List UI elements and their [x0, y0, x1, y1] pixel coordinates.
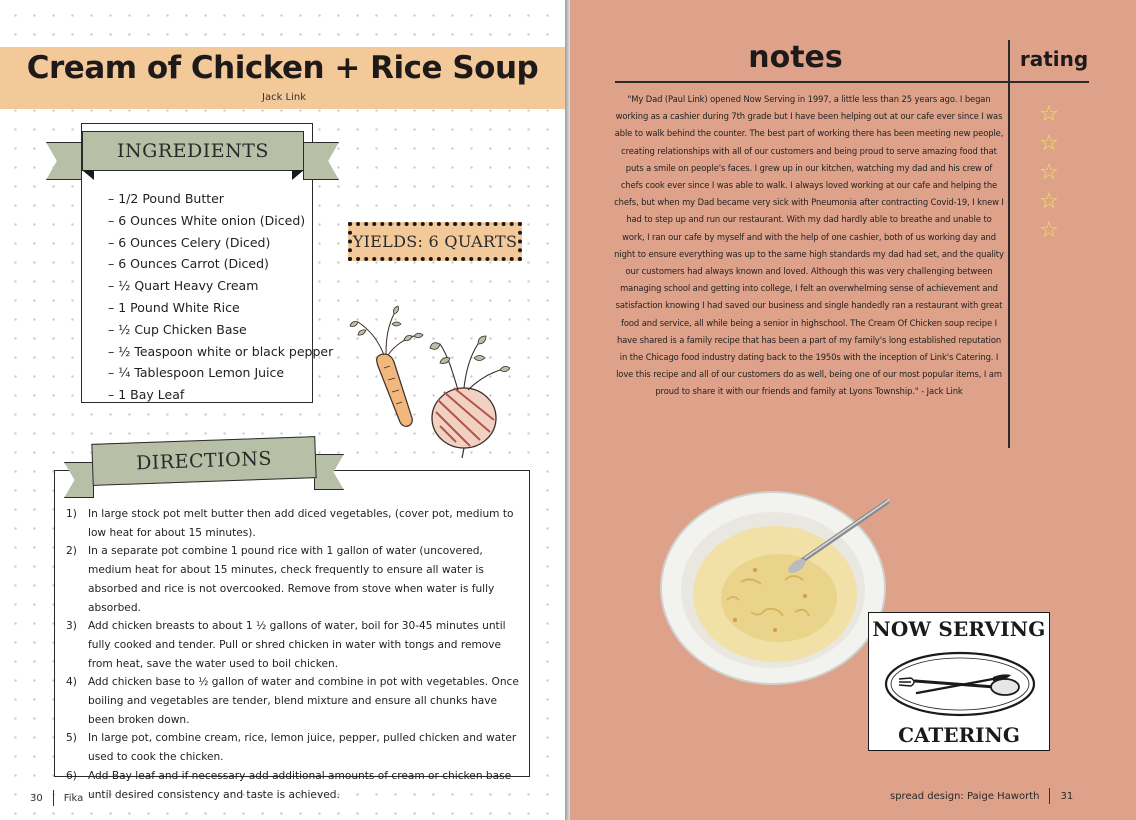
folio-divider — [1049, 788, 1050, 804]
ingredient-item: – 1 Bay Leaf — [108, 384, 313, 406]
star-icon: ☆ — [1039, 218, 1059, 243]
ribbon-fold-right — [292, 170, 304, 180]
ingredient-item: – ¼ Tablespoon Lemon Juice — [108, 362, 313, 384]
carrot-beet-illustration — [340, 300, 510, 460]
step-number: 1) — [66, 508, 77, 520]
step-text: Add chicken breasts to about 1 ½ gallons of water, boil for 30-45 minutes until fully cooked and tender. Pull or shred chicken in water with tongs and remove from heat, save the water used to boil chicken. — [88, 620, 506, 670]
direction-step — [66, 673, 522, 729]
directions-ribbon — [91, 436, 316, 486]
design-credit: spread design: Paige Haworth — [890, 790, 1040, 802]
star-icon: ☆ — [1039, 102, 1059, 127]
star-icon: ☆ — [1039, 131, 1059, 156]
step-number: 4) — [66, 676, 77, 689]
ingredient-item: – ½ Teaspoon white or black pepper — [108, 341, 313, 363]
rating-heading: rating — [1019, 47, 1089, 71]
ingredient-item: – 6 Ounces White onion (Diced) — [108, 210, 313, 232]
step-number: 2) — [66, 545, 77, 558]
notes-underline — [615, 81, 1089, 83]
step-text: In large pot, combine cream, rice, lemon juice, pepper, pulled chicken and water used to cook the chicken. — [88, 732, 517, 764]
ingredient-item: – 1 Pound White Rice — [108, 297, 313, 319]
notes-body: "My Dad (Paul Link) opened Now Serving in 1997, a little less than 25 years ago. I began working as a cashier during 7th grade but I have been helping out at our cafe ever since I was able to walk behind the counter. The best part of working there has been meeting new people, creating relationships with all of our customers and being proud to serve amazing food that puts a smile on people's faces. I grew up in our kitchen, watching my dad and his crew of chefs cook ever since I was able to walk. I always loved working at our cafe and helping the chefs, but when my Dad became very sick with Pneumonia after contracting Covid-19, I knew I had to step up and run our restaurant. With my dad hardly able to breathe and unable to work, I ran our cafe by myself and with the help of one cashier, both of us working day and night to ensure everything was up to the same high standards my dad had set, and the quality our customers had always known and loved. Although this was very challenging between managing school and getting into college, I felt an overwhelming sense of achievement and satisfaction knowing I had saved our business and single handedly ran a restaurant with great food and service, all while being a senior in highschool. The Cream Of Chicken soup recipe I have shared is a family recipe that has been a part of my family's long established reputation in the Chicago food industry dating back to the 1950s with the inception of Link's Catering. I love this recipe and all of our customers do as well, being one of our most popular items, I am proud to share it with our friends and family at Lyons Township." - Jack Link — [614, 94, 1004, 397]
carrot-icon — [350, 306, 423, 426]
direction-step — [66, 505, 522, 542]
step-text: In a separate pot combine 1 pound rice with 1 gallon of water (uncovered, medium heat for about 15 minutes, check frequently to ensure all water is absorbed and rice is not overcooked. Remove from stove when water is fully absorbed. — [88, 545, 495, 614]
left-folio — [30, 790, 83, 806]
ingredients-list — [108, 188, 334, 406]
rating-stars — [1034, 100, 1064, 245]
ingredient-item: – 1/2 Pound Butter — [108, 188, 313, 210]
right-folio — [890, 788, 1073, 804]
ingredient-item: – ½ Quart Heavy Cream — [108, 275, 313, 297]
step-number: 5) — [66, 732, 77, 745]
direction-step — [66, 729, 522, 766]
ingredients-heading: INGREDIENTS — [117, 140, 269, 162]
step-text: Add chicken base to ½ gallon of water and combine in pot with vegetables. Once boiling and vegetables are tender, blend mixture and ensure all chunks have been broken down. — [88, 676, 519, 726]
notes-divider — [1008, 40, 1010, 448]
ingredient-item: – 6 Ounces Carrot (Diced) — [108, 253, 313, 275]
fork-spoon-emblem-icon — [877, 647, 1043, 721]
recipe-author: Jack Link — [262, 92, 307, 103]
logo-text-top: NOW SERVING — [872, 617, 1046, 641]
direction-step — [66, 617, 522, 673]
ingredients-ribbon — [82, 131, 304, 171]
direction-step — [66, 542, 522, 617]
step-number: 3) — [66, 620, 77, 633]
folio-divider — [53, 790, 54, 806]
star-icon: ☆ — [1039, 160, 1059, 185]
ingredient-item: – ½ Cup Chicken Base — [108, 319, 313, 341]
recipe-title: Cream of Chicken + Rice Soup — [26, 50, 539, 86]
beet-icon — [430, 336, 510, 458]
now-serving-catering-logo — [868, 612, 1050, 751]
directions-list — [63, 505, 522, 804]
direction-step — [63, 767, 522, 804]
page-number: 30 — [30, 792, 43, 804]
directions-heading: DIRECTIONS — [135, 447, 273, 475]
ribbon-fold-left — [82, 170, 94, 180]
star-icon: ☆ — [1039, 189, 1059, 214]
logo-text-bottom: CATERING — [898, 723, 1020, 747]
section-name: Fika — [63, 792, 84, 804]
notes-heading: notes — [748, 40, 843, 75]
step-text: Add Bay leaf and if necessary add additional amounts of cream or chicken base until desired consistency and taste is achieved. — [88, 769, 512, 801]
step-text: In large stock pot melt butter then add diced vegetables, (cover pot, medium to low heat for about 15 minutes). — [88, 508, 514, 539]
step-number: 6) — [66, 769, 77, 782]
yields-badge: YIELDS: 6 QUARTS — [348, 222, 522, 261]
ingredient-item: – 6 Ounces Celery (Diced) — [108, 232, 313, 254]
page-number: 31 — [1060, 790, 1074, 802]
